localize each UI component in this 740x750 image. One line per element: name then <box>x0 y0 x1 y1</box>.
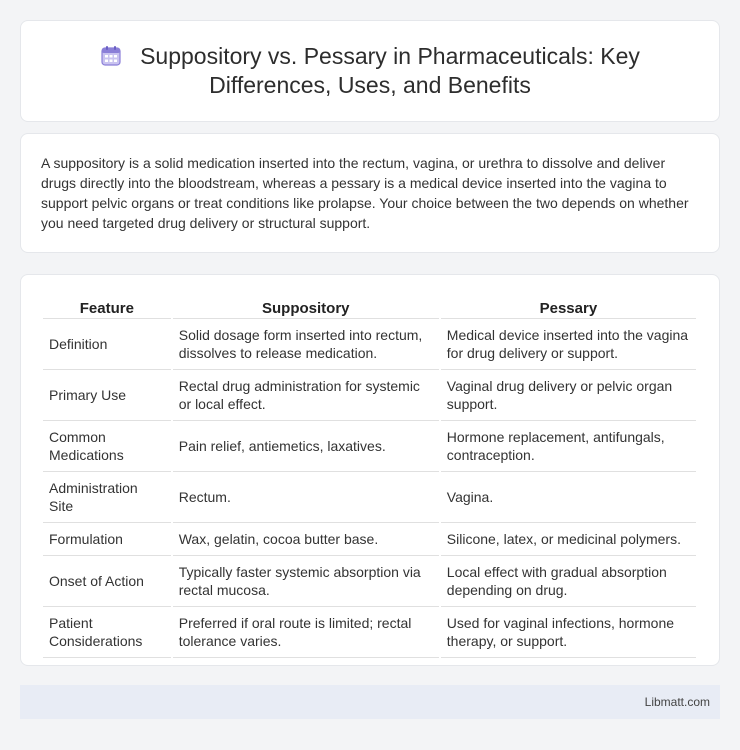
table-row <box>43 607 696 658</box>
intro-text: A suppository is a solid medication inserted into the rectum, vagina, or urethra to dissolve and deliver drugs directly into the bloodstream, whereas a pessary is a medical device inserted into the vagina to support pelvic organs or treat conditions like prolapse. Your choice between the two depends on whether you need targeted drug delivery or structural support. <box>41 155 689 231</box>
suppository-cell: Solid dosage form inserted into rectum, dissolves to release medication. <box>173 319 439 370</box>
feature-cell: Common Medications <box>43 421 171 472</box>
page-title-wrap <box>61 42 679 100</box>
pessary-cell: Hormone replacement, antifungals, contraception. <box>441 421 696 472</box>
table-row <box>43 421 696 472</box>
pessary-cell: Local effect with gradual absorption depending on drug. <box>441 556 696 607</box>
header-suppository: Suppository <box>173 296 439 319</box>
header-pessary: Pessary <box>441 296 696 319</box>
pessary-cell: Vagina. <box>441 472 696 523</box>
suppository-cell: Preferred if oral route is limited; rectal tolerance varies. <box>173 607 439 658</box>
table-row <box>43 370 696 421</box>
suppository-cell: Wax, gelatin, cocoa butter base. <box>173 523 439 556</box>
table-row <box>43 319 696 370</box>
suppository-cell: Rectal drug administration for systemic or local effect. <box>173 370 439 421</box>
pessary-cell: Vaginal drug delivery or pelvic organ support. <box>441 370 696 421</box>
feature-cell: Formulation <box>43 523 171 556</box>
comparison-card <box>20 274 720 666</box>
title-card <box>20 20 720 122</box>
table-row <box>43 472 696 523</box>
pessary-cell: Used for vaginal infections, hormone therapy, or support. <box>441 607 696 658</box>
feature-cell: Definition <box>43 319 171 370</box>
page-title: Suppository vs. Pessary in Pharmaceuticals: Key Differences, Uses, and Benefits <box>140 43 640 98</box>
feature-cell: Patient Considerations <box>43 607 171 658</box>
pessary-cell: Silicone, latex, or medicinal polymers. <box>441 523 696 556</box>
table-row <box>43 556 696 607</box>
suppository-cell: Pain relief, antiemetics, laxatives. <box>173 421 439 472</box>
footer <box>20 685 720 719</box>
intro-card <box>20 133 720 253</box>
feature-cell: Administration Site <box>43 472 171 523</box>
suppository-cell: Rectum. <box>173 472 439 523</box>
feature-cell: Onset of Action <box>43 556 171 607</box>
suppository-cell: Typically faster systemic absorption via rectal mucosa. <box>173 556 439 607</box>
table-row <box>43 523 696 556</box>
calendar-icon <box>100 45 122 67</box>
pessary-cell: Medical device inserted into the vagina for drug delivery or support. <box>441 319 696 370</box>
feature-cell: Primary Use <box>43 370 171 421</box>
header-feature: Feature <box>43 296 171 319</box>
table-header-row <box>43 296 696 319</box>
footer-brand-link[interactable]: Libmatt.com <box>644 695 710 709</box>
comparison-table <box>41 296 698 658</box>
